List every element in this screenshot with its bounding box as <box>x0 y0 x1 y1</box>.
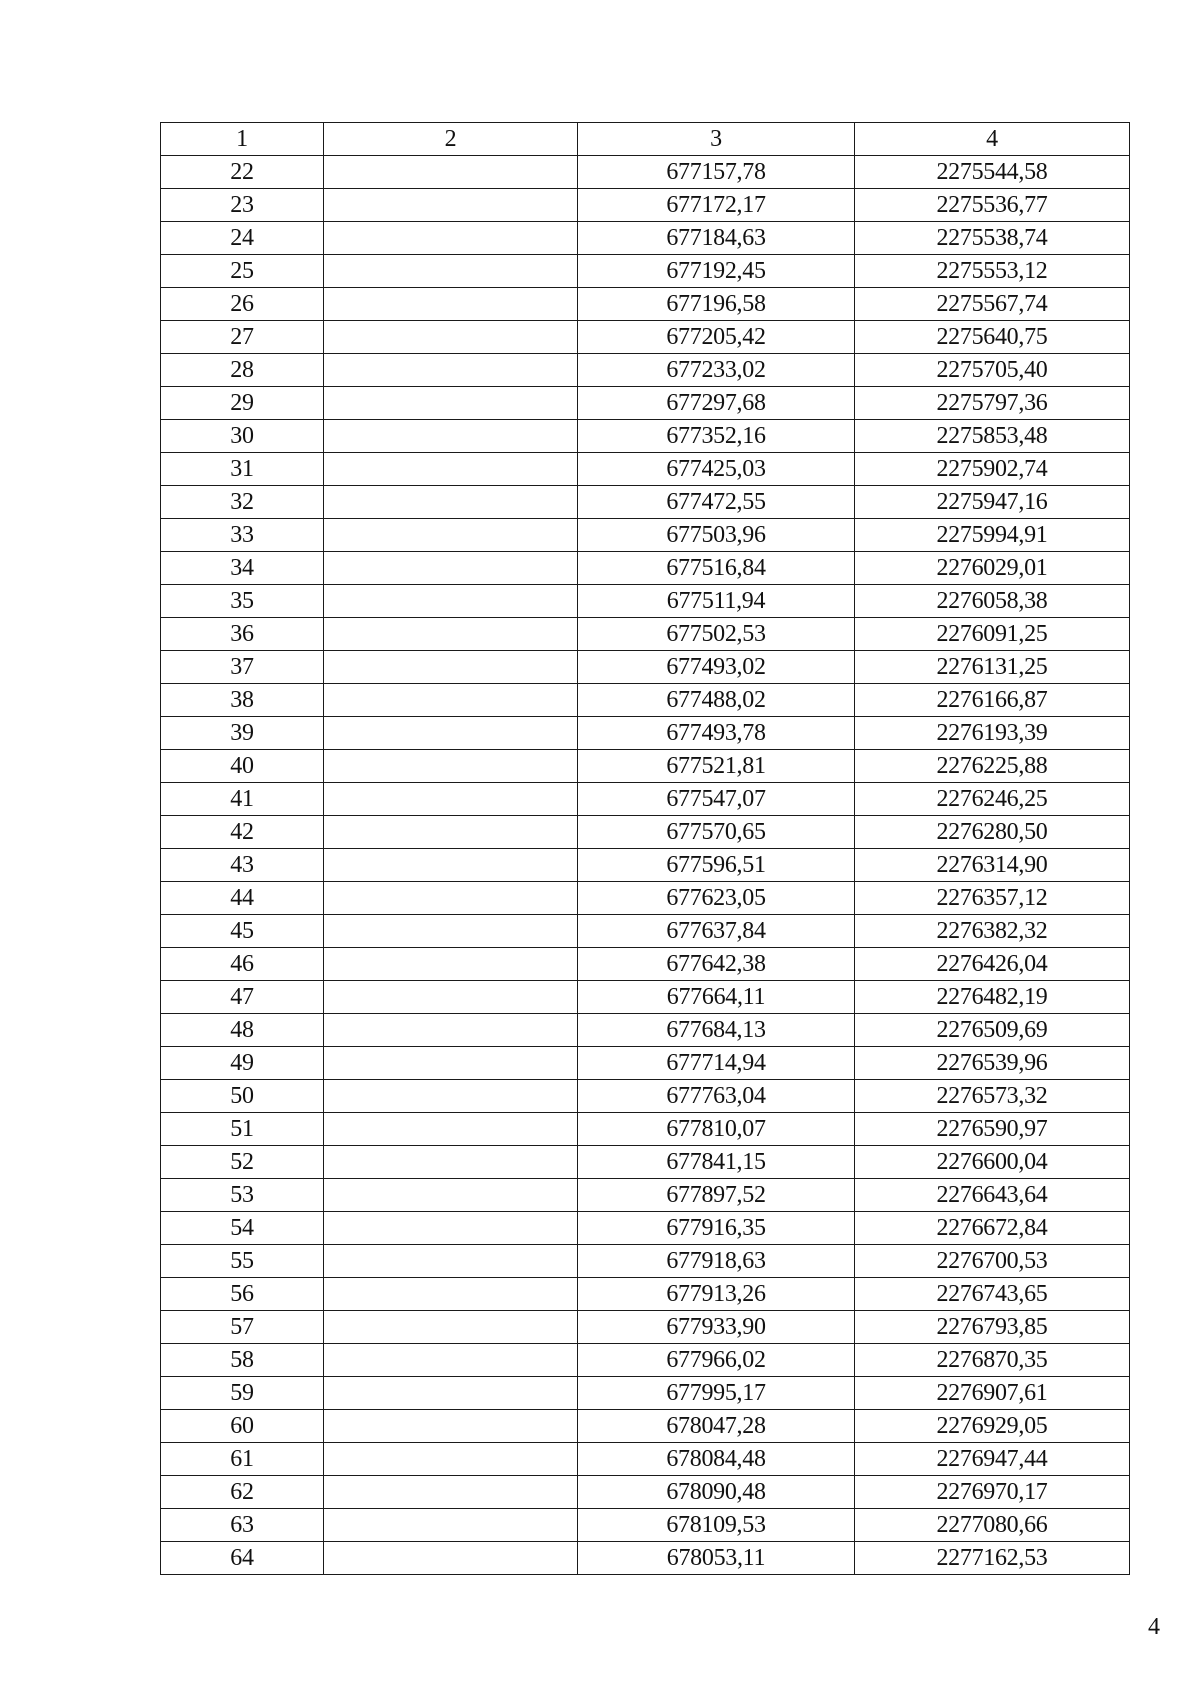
table-row <box>161 1542 1130 1575</box>
point-number-cell: 39 <box>161 717 324 750</box>
table-row <box>161 1245 1130 1278</box>
x-coordinate-cell: 677196,58 <box>578 288 855 321</box>
empty-cell <box>324 255 578 288</box>
header-cell-col-2: 2 <box>324 123 578 156</box>
table-row <box>161 288 1130 321</box>
y-coordinate-cell: 2276643,64 <box>855 1179 1130 1212</box>
empty-cell <box>324 849 578 882</box>
empty-cell <box>324 354 578 387</box>
x-coordinate-cell: 678109,53 <box>578 1509 855 1542</box>
y-coordinate-cell: 2276091,25 <box>855 618 1130 651</box>
x-coordinate-cell: 677916,35 <box>578 1212 855 1245</box>
point-number-cell: 50 <box>161 1080 324 1113</box>
x-coordinate-cell: 677570,65 <box>578 816 855 849</box>
empty-cell <box>324 1278 578 1311</box>
empty-cell <box>324 1113 578 1146</box>
table-row <box>161 1509 1130 1542</box>
empty-cell <box>324 948 578 981</box>
y-coordinate-cell: 2277080,66 <box>855 1509 1130 1542</box>
empty-cell <box>324 783 578 816</box>
point-number-cell: 54 <box>161 1212 324 1245</box>
point-number-cell: 59 <box>161 1377 324 1410</box>
x-coordinate-cell: 677810,07 <box>578 1113 855 1146</box>
table-row <box>161 816 1130 849</box>
y-coordinate-cell: 2275902,74 <box>855 453 1130 486</box>
point-number-cell: 36 <box>161 618 324 651</box>
empty-cell <box>324 288 578 321</box>
y-coordinate-cell: 2275553,12 <box>855 255 1130 288</box>
table-row <box>161 354 1130 387</box>
x-coordinate-cell: 677205,42 <box>578 321 855 354</box>
x-coordinate-cell: 677157,78 <box>578 156 855 189</box>
y-coordinate-cell: 2276509,69 <box>855 1014 1130 1047</box>
point-number-cell: 60 <box>161 1410 324 1443</box>
point-number-cell: 42 <box>161 816 324 849</box>
y-coordinate-cell: 2276793,85 <box>855 1311 1130 1344</box>
point-number-cell: 34 <box>161 552 324 585</box>
y-coordinate-cell: 2276280,50 <box>855 816 1130 849</box>
y-coordinate-cell: 2276672,84 <box>855 1212 1130 1245</box>
table-row <box>161 321 1130 354</box>
empty-cell <box>324 1179 578 1212</box>
coordinates-table-body <box>161 123 1130 1575</box>
point-number-cell: 46 <box>161 948 324 981</box>
table-row <box>161 1410 1130 1443</box>
point-number-cell: 53 <box>161 1179 324 1212</box>
table-row <box>161 255 1130 288</box>
y-coordinate-cell: 2276947,44 <box>855 1443 1130 1476</box>
point-number-cell: 41 <box>161 783 324 816</box>
y-coordinate-cell: 2275538,74 <box>855 222 1130 255</box>
point-number-cell: 26 <box>161 288 324 321</box>
point-number-cell: 43 <box>161 849 324 882</box>
table-row <box>161 1146 1130 1179</box>
empty-cell <box>324 816 578 849</box>
y-coordinate-cell: 2275536,77 <box>855 189 1130 222</box>
y-coordinate-cell: 2276058,38 <box>855 585 1130 618</box>
point-number-cell: 29 <box>161 387 324 420</box>
x-coordinate-cell: 677511,94 <box>578 585 855 618</box>
table-row <box>161 981 1130 1014</box>
table-row <box>161 783 1130 816</box>
y-coordinate-cell: 2276166,87 <box>855 684 1130 717</box>
table-row <box>161 486 1130 519</box>
point-number-cell: 44 <box>161 882 324 915</box>
table-row <box>161 585 1130 618</box>
table-row <box>161 420 1130 453</box>
x-coordinate-cell: 677918,63 <box>578 1245 855 1278</box>
x-coordinate-cell: 677933,90 <box>578 1311 855 1344</box>
empty-cell <box>324 552 578 585</box>
table-row <box>161 849 1130 882</box>
table-header-row <box>161 123 1130 156</box>
empty-cell <box>324 1212 578 1245</box>
x-coordinate-cell: 677184,63 <box>578 222 855 255</box>
y-coordinate-cell: 2275544,58 <box>855 156 1130 189</box>
y-coordinate-cell: 2276482,19 <box>855 981 1130 1014</box>
table-row <box>161 453 1130 486</box>
x-coordinate-cell: 677352,16 <box>578 420 855 453</box>
point-number-cell: 64 <box>161 1542 324 1575</box>
empty-cell <box>324 1476 578 1509</box>
x-coordinate-cell: 677596,51 <box>578 849 855 882</box>
table-row <box>161 717 1130 750</box>
empty-cell <box>324 585 578 618</box>
x-coordinate-cell: 678090,48 <box>578 1476 855 1509</box>
x-coordinate-cell: 677547,07 <box>578 783 855 816</box>
table-row <box>161 948 1130 981</box>
x-coordinate-cell: 677425,03 <box>578 453 855 486</box>
x-coordinate-cell: 678047,28 <box>578 1410 855 1443</box>
empty-cell <box>324 882 578 915</box>
table-row <box>161 519 1130 552</box>
y-coordinate-cell: 2275567,74 <box>855 288 1130 321</box>
table-row <box>161 387 1130 420</box>
x-coordinate-cell: 677664,11 <box>578 981 855 1014</box>
point-number-cell: 31 <box>161 453 324 486</box>
point-number-cell: 23 <box>161 189 324 222</box>
point-number-cell: 24 <box>161 222 324 255</box>
table-row <box>161 684 1130 717</box>
table-row <box>161 1047 1130 1080</box>
y-coordinate-cell: 2276246,25 <box>855 783 1130 816</box>
y-coordinate-cell: 2276929,05 <box>855 1410 1130 1443</box>
empty-cell <box>324 156 578 189</box>
empty-cell <box>324 684 578 717</box>
x-coordinate-cell: 677493,02 <box>578 651 855 684</box>
x-coordinate-cell: 677897,52 <box>578 1179 855 1212</box>
y-coordinate-cell: 2276382,32 <box>855 915 1130 948</box>
y-coordinate-cell: 2277162,53 <box>855 1542 1130 1575</box>
point-number-cell: 30 <box>161 420 324 453</box>
table-row <box>161 1212 1130 1245</box>
point-number-cell: 56 <box>161 1278 324 1311</box>
empty-cell <box>324 1410 578 1443</box>
point-number-cell: 62 <box>161 1476 324 1509</box>
table-row <box>161 1377 1130 1410</box>
y-coordinate-cell: 2275797,36 <box>855 387 1130 420</box>
x-coordinate-cell: 677516,84 <box>578 552 855 585</box>
y-coordinate-cell: 2276700,53 <box>855 1245 1130 1278</box>
y-coordinate-cell: 2276225,88 <box>855 750 1130 783</box>
y-coordinate-cell: 2276970,17 <box>855 1476 1130 1509</box>
table-row <box>161 1311 1130 1344</box>
x-coordinate-cell: 677172,17 <box>578 189 855 222</box>
point-number-cell: 52 <box>161 1146 324 1179</box>
x-coordinate-cell: 677623,05 <box>578 882 855 915</box>
point-number-cell: 32 <box>161 486 324 519</box>
empty-cell <box>324 717 578 750</box>
table-row <box>161 882 1130 915</box>
table-row <box>161 618 1130 651</box>
y-coordinate-cell: 2275640,75 <box>855 321 1130 354</box>
table-row <box>161 1476 1130 1509</box>
y-coordinate-cell: 2276870,35 <box>855 1344 1130 1377</box>
x-coordinate-cell: 677966,02 <box>578 1344 855 1377</box>
point-number-cell: 35 <box>161 585 324 618</box>
y-coordinate-cell: 2276131,25 <box>855 651 1130 684</box>
empty-cell <box>324 222 578 255</box>
point-number-cell: 28 <box>161 354 324 387</box>
point-number-cell: 51 <box>161 1113 324 1146</box>
x-coordinate-cell: 677297,68 <box>578 387 855 420</box>
header-cell-col-1: 1 <box>161 123 324 156</box>
x-coordinate-cell: 677763,04 <box>578 1080 855 1113</box>
table-row <box>161 156 1130 189</box>
empty-cell <box>324 189 578 222</box>
y-coordinate-cell: 2276539,96 <box>855 1047 1130 1080</box>
empty-cell <box>324 1377 578 1410</box>
x-coordinate-cell: 677472,55 <box>578 486 855 519</box>
y-coordinate-cell: 2276573,32 <box>855 1080 1130 1113</box>
x-coordinate-cell: 677684,13 <box>578 1014 855 1047</box>
x-coordinate-cell: 677503,96 <box>578 519 855 552</box>
y-coordinate-cell: 2276193,39 <box>855 717 1130 750</box>
table-row <box>161 915 1130 948</box>
table-row <box>161 552 1130 585</box>
y-coordinate-cell: 2276600,04 <box>855 1146 1130 1179</box>
x-coordinate-cell: 677233,02 <box>578 354 855 387</box>
header-cell-col-4: 4 <box>855 123 1130 156</box>
table-row <box>161 1443 1130 1476</box>
point-number-cell: 22 <box>161 156 324 189</box>
empty-cell <box>324 1311 578 1344</box>
point-number-cell: 57 <box>161 1311 324 1344</box>
table-row <box>161 750 1130 783</box>
y-coordinate-cell: 2276907,61 <box>855 1377 1130 1410</box>
y-coordinate-cell: 2276029,01 <box>855 552 1130 585</box>
point-number-cell: 40 <box>161 750 324 783</box>
empty-cell <box>324 1047 578 1080</box>
empty-cell <box>324 1080 578 1113</box>
x-coordinate-cell: 677521,81 <box>578 750 855 783</box>
point-number-cell: 61 <box>161 1443 324 1476</box>
x-coordinate-cell: 677502,53 <box>578 618 855 651</box>
point-number-cell: 37 <box>161 651 324 684</box>
point-number-cell: 48 <box>161 1014 324 1047</box>
y-coordinate-cell: 2276357,12 <box>855 882 1130 915</box>
x-coordinate-cell: 677192,45 <box>578 255 855 288</box>
empty-cell <box>324 387 578 420</box>
table-row <box>161 1113 1130 1146</box>
point-number-cell: 47 <box>161 981 324 1014</box>
coordinates-table <box>160 122 1130 1575</box>
table-row <box>161 222 1130 255</box>
empty-cell <box>324 519 578 552</box>
y-coordinate-cell: 2275994,91 <box>855 519 1130 552</box>
header-cell-col-3: 3 <box>578 123 855 156</box>
empty-cell <box>324 1443 578 1476</box>
y-coordinate-cell: 2276314,90 <box>855 849 1130 882</box>
x-coordinate-cell: 678084,48 <box>578 1443 855 1476</box>
table-row <box>161 1014 1130 1047</box>
empty-cell <box>324 420 578 453</box>
empty-cell <box>324 1542 578 1575</box>
empty-cell <box>324 618 578 651</box>
x-coordinate-cell: 677637,84 <box>578 915 855 948</box>
table-row <box>161 1080 1130 1113</box>
table-row <box>161 1344 1130 1377</box>
x-coordinate-cell: 677841,15 <box>578 1146 855 1179</box>
empty-cell <box>324 651 578 684</box>
empty-cell <box>324 486 578 519</box>
empty-cell <box>324 1245 578 1278</box>
point-number-cell: 55 <box>161 1245 324 1278</box>
point-number-cell: 45 <box>161 915 324 948</box>
empty-cell <box>324 915 578 948</box>
table-row <box>161 1278 1130 1311</box>
empty-cell <box>324 750 578 783</box>
y-coordinate-cell: 2276590,97 <box>855 1113 1130 1146</box>
y-coordinate-cell: 2276426,04 <box>855 948 1130 981</box>
y-coordinate-cell: 2275705,40 <box>855 354 1130 387</box>
y-coordinate-cell: 2275853,48 <box>855 420 1130 453</box>
x-coordinate-cell: 677642,38 <box>578 948 855 981</box>
y-coordinate-cell: 2276743,65 <box>855 1278 1130 1311</box>
empty-cell <box>324 453 578 486</box>
x-coordinate-cell: 677488,02 <box>578 684 855 717</box>
point-number-cell: 27 <box>161 321 324 354</box>
empty-cell <box>324 1014 578 1047</box>
point-number-cell: 25 <box>161 255 324 288</box>
page-number: 4 <box>1148 1614 1160 1640</box>
empty-cell <box>324 1509 578 1542</box>
x-coordinate-cell: 677493,78 <box>578 717 855 750</box>
point-number-cell: 63 <box>161 1509 324 1542</box>
table-row <box>161 189 1130 222</box>
table-row <box>161 1179 1130 1212</box>
point-number-cell: 49 <box>161 1047 324 1080</box>
empty-cell <box>324 981 578 1014</box>
point-number-cell: 33 <box>161 519 324 552</box>
empty-cell <box>324 321 578 354</box>
x-coordinate-cell: 677714,94 <box>578 1047 855 1080</box>
table-row <box>161 651 1130 684</box>
empty-cell <box>324 1344 578 1377</box>
point-number-cell: 38 <box>161 684 324 717</box>
empty-cell <box>324 1146 578 1179</box>
y-coordinate-cell: 2275947,16 <box>855 486 1130 519</box>
point-number-cell: 58 <box>161 1344 324 1377</box>
x-coordinate-cell: 678053,11 <box>578 1542 855 1575</box>
x-coordinate-cell: 677995,17 <box>578 1377 855 1410</box>
x-coordinate-cell: 677913,26 <box>578 1278 855 1311</box>
